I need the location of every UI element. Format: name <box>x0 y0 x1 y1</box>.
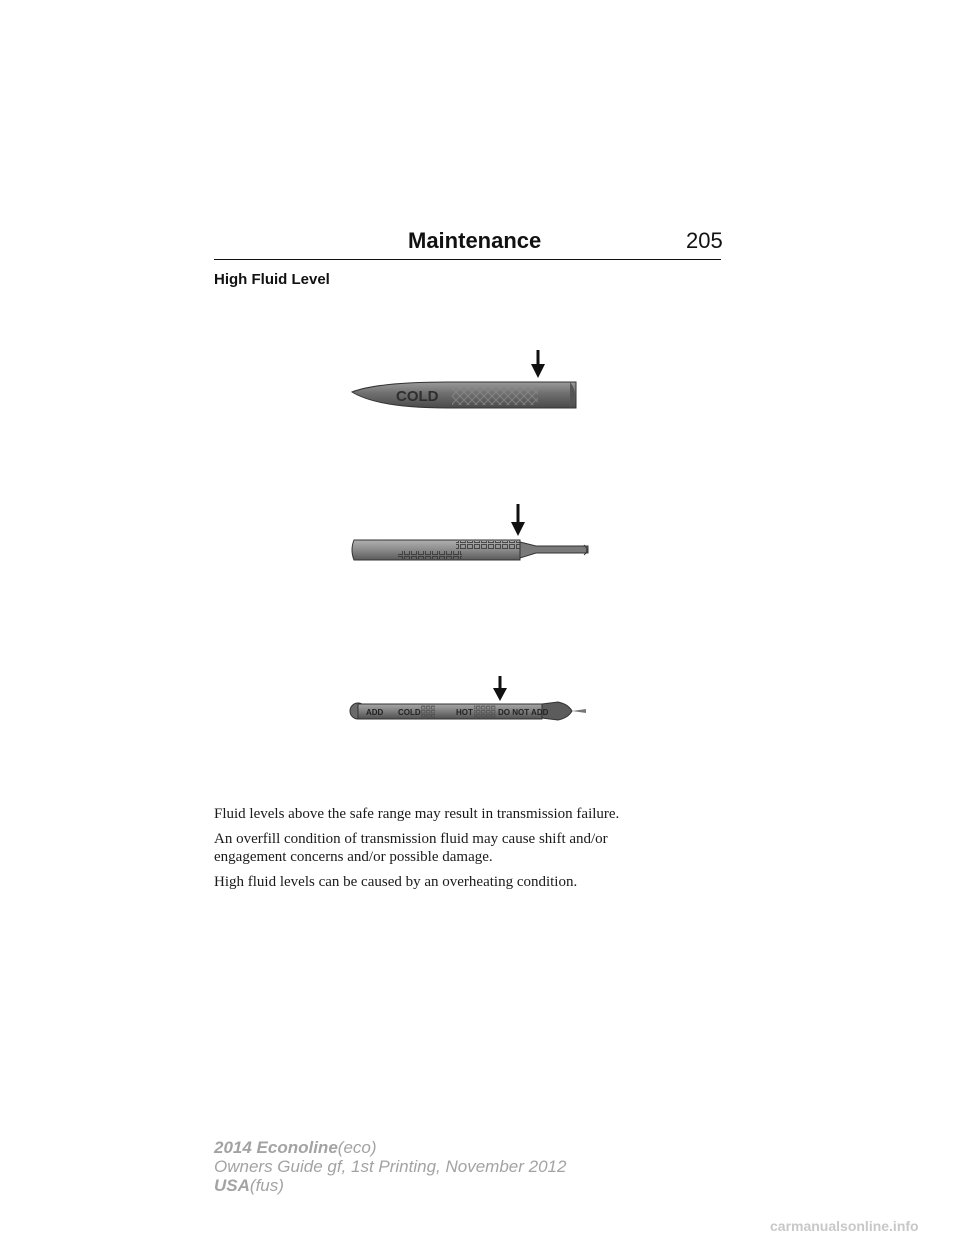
page-section-title: Maintenance <box>408 228 542 253</box>
paragraph-text-line-2: engagement concerns and/or possible damage. <box>214 849 493 865</box>
footer-guide-info: Owners Guide gf, 1st Printing, November 2012 <box>214 1157 567 1176</box>
dipstick-label-cold: COLD <box>398 708 421 717</box>
page-number: 205 <box>686 228 723 253</box>
dipstick-illustration-markings <box>348 502 590 566</box>
watermark: carmanualsonline.info <box>770 1218 919 1234</box>
dipstick-label-cold: COLD <box>396 388 439 405</box>
paragraph-text: High fluid levels can be caused by an overheating condition. <box>214 874 578 890</box>
dipstick-illustration-cold <box>348 348 584 412</box>
dipstick-label-do-not-add: DO NOT ADD <box>498 708 549 717</box>
paragraph-2 <box>214 830 734 866</box>
section-heading: High Fluid Level <box>214 271 330 288</box>
paragraph-3 <box>214 873 734 891</box>
dipstick-illustration-add-cold-hot <box>346 674 590 724</box>
paragraph-text-line-1: An overfill condition of transmission fluid may cause shift and/or <box>214 831 608 847</box>
dipstick-label-add: ADD <box>366 708 384 717</box>
header-divider <box>214 259 721 260</box>
footer-market: USA <box>214 1176 250 1195</box>
footer-model: 2014 Econoline <box>214 1138 338 1157</box>
footer-model-code: (eco) <box>337 1138 377 1157</box>
paragraph-text: Fluid levels above the safe range may result in transmission failure. <box>214 806 620 822</box>
print-footer <box>214 1138 566 1195</box>
dipstick-label-hot: HOT <box>456 708 473 717</box>
footer-market-code: (fus) <box>249 1176 284 1195</box>
paragraph-1 <box>214 805 734 823</box>
